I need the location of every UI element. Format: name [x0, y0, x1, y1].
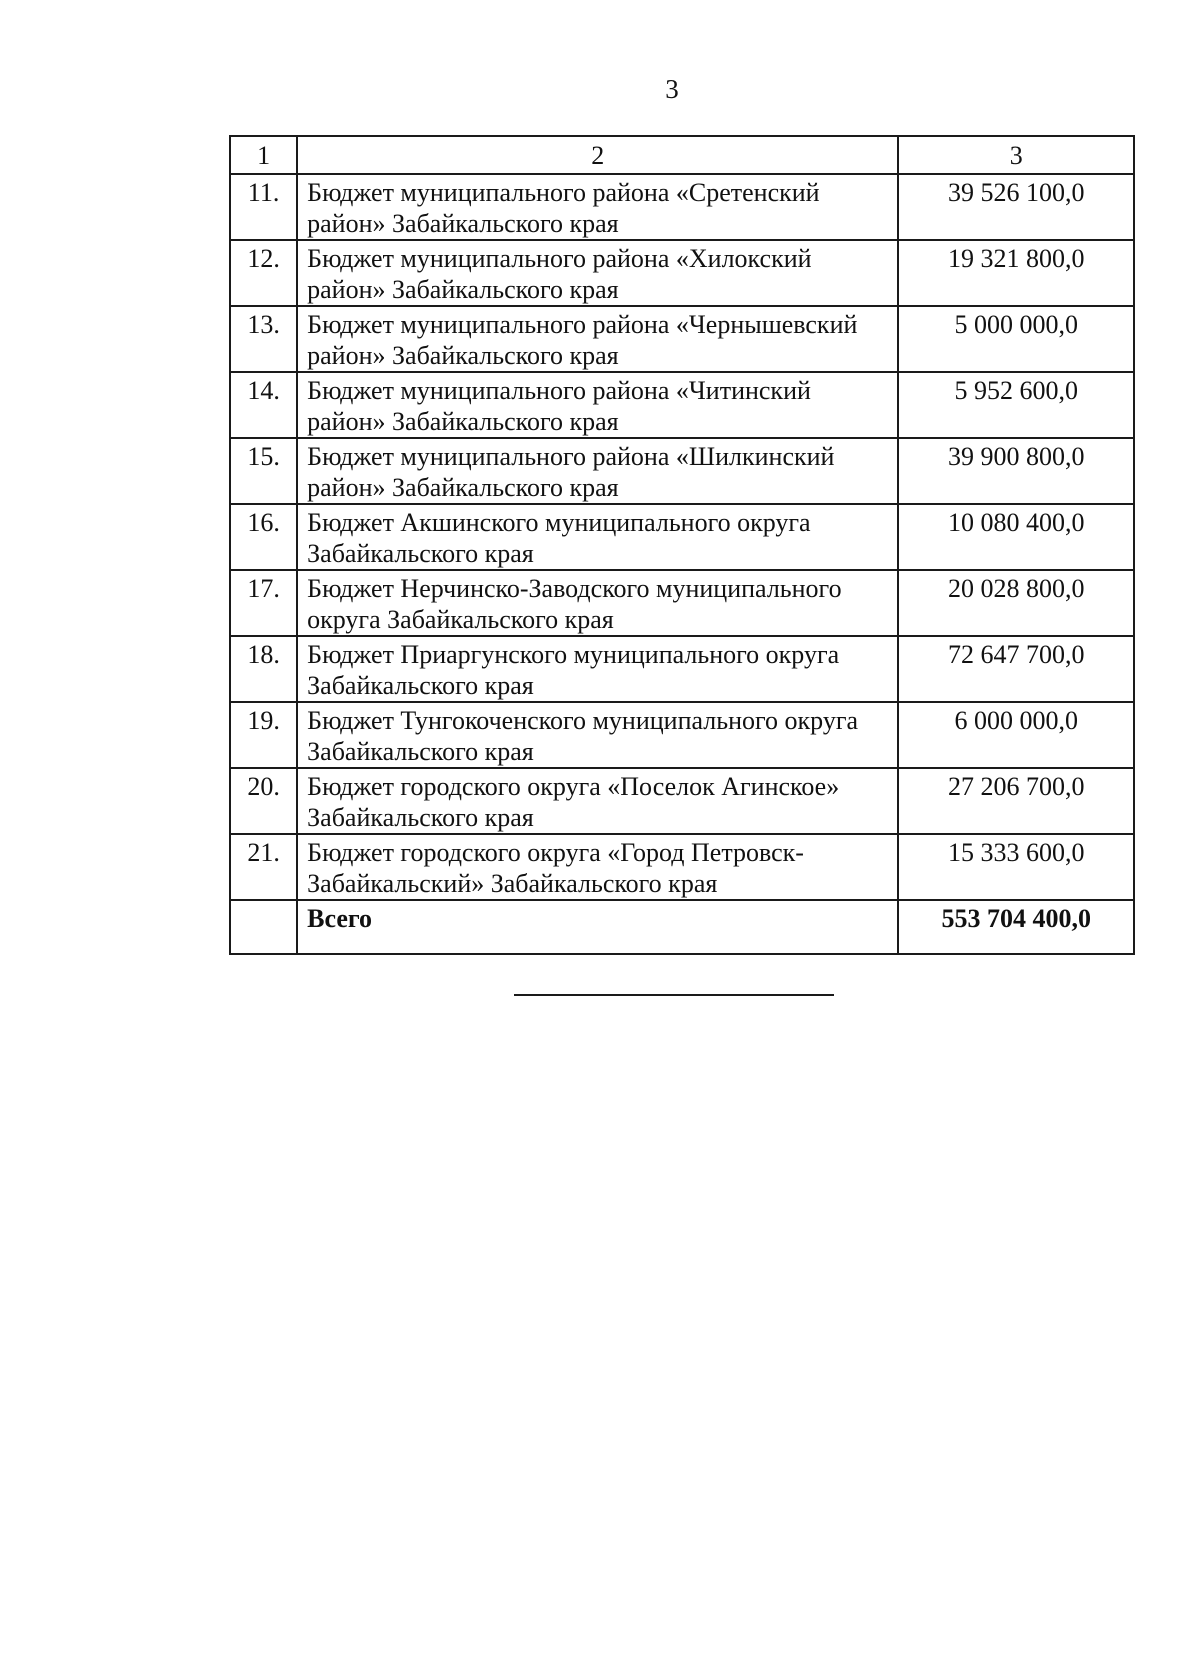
budget-name: Бюджет Тунгокоченского муниципального округа Забайкальского края: [297, 702, 898, 768]
budget-amount: 27 206 700,0: [898, 768, 1134, 834]
budget-name: Бюджет муниципального района «Шилкинский район» Забайкальского края: [297, 438, 898, 504]
total-amount: 553 704 400,0: [898, 900, 1134, 954]
budget-name: Бюджет городского округа «Город Петровск-Забайкальский» Забайкальского края: [297, 834, 898, 900]
budget-name: Бюджет муниципального района «Сретенский район» Забайкальского края: [297, 174, 898, 240]
table-row: [230, 174, 1134, 240]
table-row: [230, 306, 1134, 372]
budget-name: Бюджет городского округа «Поселок Агинское» Забайкальского края: [297, 768, 898, 834]
row-number: 21.: [230, 834, 297, 900]
table-row: [230, 372, 1134, 438]
row-number: 13.: [230, 306, 297, 372]
table-row: [230, 504, 1134, 570]
budget-name: Бюджет муниципального района «Чернышевский район» Забайкальского края: [297, 306, 898, 372]
total-row: [230, 900, 1134, 954]
table-row: [230, 636, 1134, 702]
budget-amount: 39 526 100,0: [898, 174, 1134, 240]
header-col-2: 2: [297, 136, 898, 174]
page-number: 3: [665, 74, 679, 104]
budget-allocation-table: [229, 135, 1135, 955]
budget-name: Бюджет муниципального района «Читинский район» Забайкальского края: [297, 372, 898, 438]
total-label: Всего: [297, 900, 898, 954]
budget-name: Бюджет Нерчинско-Заводского муниципального округа Забайкальского края: [297, 570, 898, 636]
table-row: [230, 438, 1134, 504]
budget-amount: 20 028 800,0: [898, 570, 1134, 636]
budget-amount: 10 080 400,0: [898, 504, 1134, 570]
row-number: 11.: [230, 174, 297, 240]
row-number: 14.: [230, 372, 297, 438]
table-row: [230, 570, 1134, 636]
row-number: 12.: [230, 240, 297, 306]
table-row: [230, 768, 1134, 834]
row-number: 17.: [230, 570, 297, 636]
budget-amount: 5 952 600,0: [898, 372, 1134, 438]
budget-name: Бюджет муниципального района «Хилокский район» Забайкальского края: [297, 240, 898, 306]
row-number: 19.: [230, 702, 297, 768]
budget-name: Бюджет Акшинского муниципального округа Забайкальского края: [297, 504, 898, 570]
row-number: 20.: [230, 768, 297, 834]
table-row: [230, 240, 1134, 306]
table-row: [230, 834, 1134, 900]
table-header-row: [230, 136, 1134, 174]
row-number: 15.: [230, 438, 297, 504]
end-of-document-rule: [514, 994, 834, 996]
header-col-1: 1: [230, 136, 297, 174]
header-col-3: 3: [898, 136, 1134, 174]
budget-name: Бюджет Приаргунского муниципального округа Забайкальского края: [297, 636, 898, 702]
row-number: 18.: [230, 636, 297, 702]
budget-amount: 6 000 000,0: [898, 702, 1134, 768]
budget-amount: 15 333 600,0: [898, 834, 1134, 900]
total-number-cell: [230, 900, 297, 954]
budget-amount: 5 000 000,0: [898, 306, 1134, 372]
row-number: 16.: [230, 504, 297, 570]
table-row: [230, 702, 1134, 768]
budget-amount: 72 647 700,0: [898, 636, 1134, 702]
budget-amount: 39 900 800,0: [898, 438, 1134, 504]
budget-amount: 19 321 800,0: [898, 240, 1134, 306]
